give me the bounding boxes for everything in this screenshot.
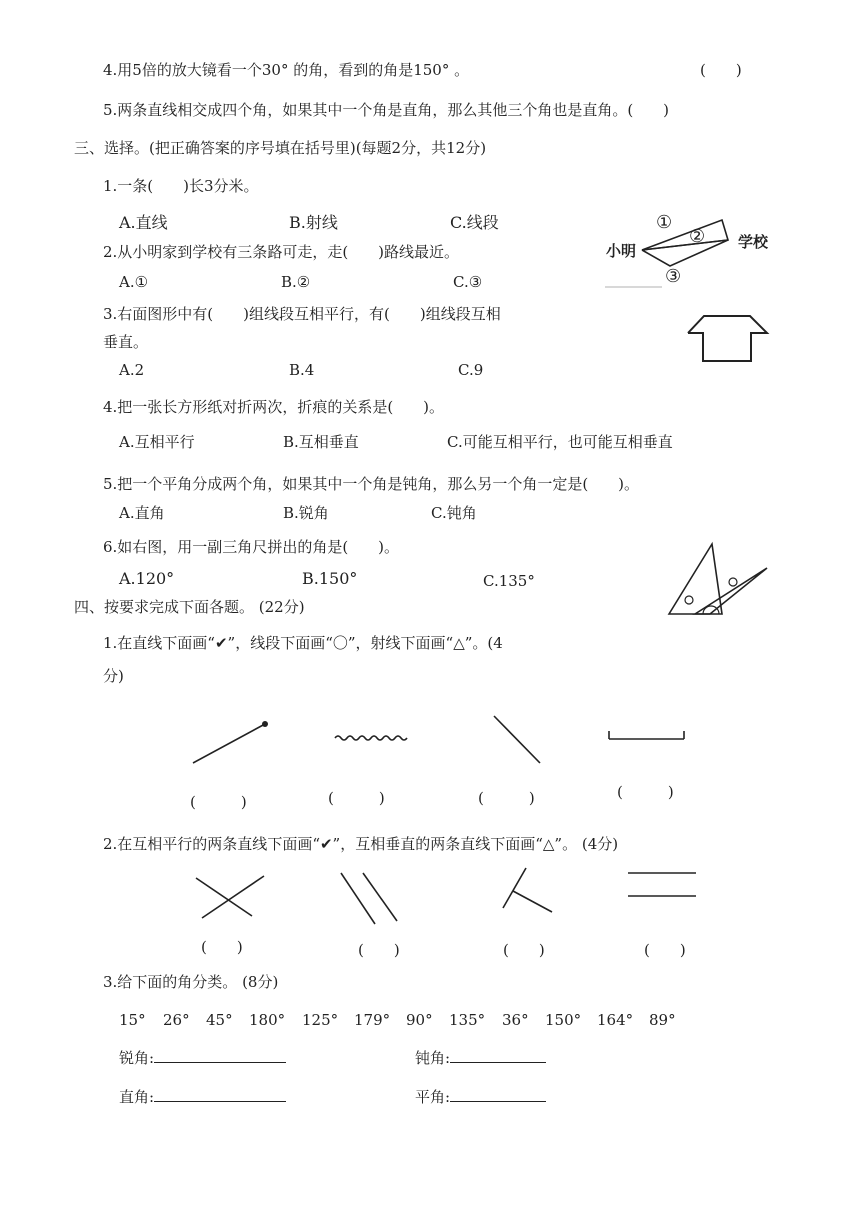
angle-value: 179° — [354, 1011, 391, 1029]
pair-figure-parallel-horizontal — [625, 866, 700, 902]
s3-q5: 5.把一个平角分成两个角，如果其中一个角是钝角，那么另一个角一定是( )。 — [103, 475, 640, 493]
s3-q3-line2: 垂直。 — [103, 333, 149, 351]
s4-q1-line2: 分) — [103, 667, 124, 685]
s3-q1-option-c: C.线段 — [450, 213, 499, 232]
s3-q6-option-c: C.135° — [483, 572, 535, 590]
obtuse-label-text: 钝角: — [415, 1049, 451, 1067]
angle-value: 26° — [163, 1011, 190, 1029]
s3-q4-option-a: A.互相平行 — [119, 433, 195, 451]
acute-label-text: 锐角: — [119, 1049, 155, 1067]
route-mark-3: ③ — [665, 266, 682, 287]
line-figure-ray — [185, 715, 275, 770]
s4-q3: 3.给下面的角分类。 (8分) — [103, 973, 279, 991]
angle-value: 180° — [249, 1011, 286, 1029]
right-answer-blank[interactable] — [154, 1087, 286, 1102]
section3-title: 三、选择。(把正确答案的序号填在括号里)(每题2分，共12分) — [74, 139, 487, 157]
s4-q1-paren-4[interactable]: ( ) — [617, 783, 674, 801]
right-label-text: 直角: — [119, 1088, 155, 1106]
judge-q5: 5.两条直线相交成四个角，如果其中一个角是直角，那么其他三个角也是直角。( ) — [103, 101, 670, 119]
obtuse-answer-blank[interactable] — [450, 1048, 546, 1063]
line-figure-wavy — [330, 730, 410, 746]
route-mark-1: ① — [656, 212, 673, 233]
angle-value: 15° — [119, 1011, 146, 1029]
acute-answer-blank[interactable] — [154, 1048, 286, 1063]
s4-q2-paren-4[interactable]: ( ) — [644, 941, 686, 959]
angle-value: 89° — [649, 1011, 676, 1029]
s4-q2: 2.在互相平行的两条直线下面画“✔”，互相垂直的两条直线下面画“△”。 (4分) — [103, 835, 619, 853]
s3-q2: 2.从小明家到学校有三条路可走，走( )路线最近。 — [103, 243, 460, 261]
pair-figure-perpendicular — [498, 864, 558, 916]
section4-title: 四、按要求完成下面各题。 (22分) — [74, 598, 305, 616]
s4-q2-paren-3[interactable]: ( ) — [503, 941, 545, 959]
s3-q3-line1: 3.右面图形中有( )组线段互相平行，有( )组线段互相 — [103, 305, 501, 323]
route-label-home: 小明 — [606, 242, 637, 260]
s4-q2-paren-1[interactable]: ( ) — [201, 938, 243, 956]
right-label — [119, 1087, 286, 1107]
s4-q1-paren-1[interactable]: ( ) — [190, 793, 247, 811]
s3-q4: 4.把一张长方形纸对折两次，折痕的关系是( )。 — [103, 398, 445, 416]
angle-value: 90° — [406, 1011, 433, 1029]
route-label-school: 学校 — [738, 233, 769, 251]
pair-figure-intersect — [190, 872, 270, 922]
line-figure-segment — [606, 728, 688, 744]
s3-q5-option-c: C.钝角 — [431, 504, 477, 522]
s3-q3-option-c: C.9 — [458, 361, 484, 379]
s4-q1-line1: 1.在直线下面画“✔”，线段下面画“〇”，射线下面画“△”。(4 — [103, 634, 503, 652]
s4-q2-paren-2[interactable]: ( ) — [358, 941, 400, 959]
judge-q4: 4.用5倍的放大镜看一个30° 的角，看到的角是150° 。 — [103, 61, 470, 79]
s3-q6: 6.如右图，用一副三角尺拼出的角是( )。 — [103, 538, 400, 556]
triangle-rulers-figure — [665, 540, 775, 620]
s3-q3-option-b: B.4 — [289, 361, 315, 379]
s3-q2-option-c: C.③ — [453, 273, 483, 291]
s3-q5-option-a: A.直角 — [119, 504, 165, 522]
s3-q1-option-a: A.直线 — [119, 213, 168, 232]
s3-q5-option-b: B.锐角 — [283, 504, 329, 522]
straight-label — [415, 1087, 546, 1107]
s4-q1-paren-3[interactable]: ( ) — [478, 789, 535, 807]
s3-q6-option-a: A.120° — [119, 569, 175, 588]
angle-value: 45° — [206, 1011, 233, 1029]
s3-q1: 1.一条( )长3分米。 — [103, 177, 259, 195]
route-mark-2: ② — [689, 226, 706, 247]
s3-q1-option-b: B.射线 — [289, 213, 338, 232]
straight-answer-blank[interactable] — [450, 1087, 546, 1102]
angle-value: 150° — [545, 1011, 582, 1029]
line-figure-diagonal — [488, 710, 548, 770]
straight-label-text: 平角: — [415, 1088, 451, 1106]
pair-figure-parallel-diagonal — [335, 868, 400, 928]
s3-q4-option-c: C.可能互相平行，也可能互相垂直 — [447, 433, 673, 451]
shirt-figure — [684, 312, 770, 364]
s4-q1-paren-2[interactable]: ( ) — [328, 789, 385, 807]
s3-q2-option-a: A.① — [119, 273, 149, 291]
s3-q2-option-b: B.② — [281, 273, 311, 291]
angle-value: 164° — [597, 1011, 634, 1029]
angle-value: 36° — [502, 1011, 529, 1029]
angle-value: 135° — [449, 1011, 486, 1029]
s3-q4-option-b: B.互相垂直 — [283, 433, 359, 451]
obtuse-label — [415, 1048, 546, 1068]
angle-value: 125° — [302, 1011, 339, 1029]
s3-q6-option-b: B.150° — [302, 569, 358, 588]
judge-q4-answer-paren[interactable]: ( ) — [700, 61, 742, 79]
acute-label — [119, 1048, 286, 1068]
s3-q3-option-a: A.2 — [119, 361, 145, 379]
